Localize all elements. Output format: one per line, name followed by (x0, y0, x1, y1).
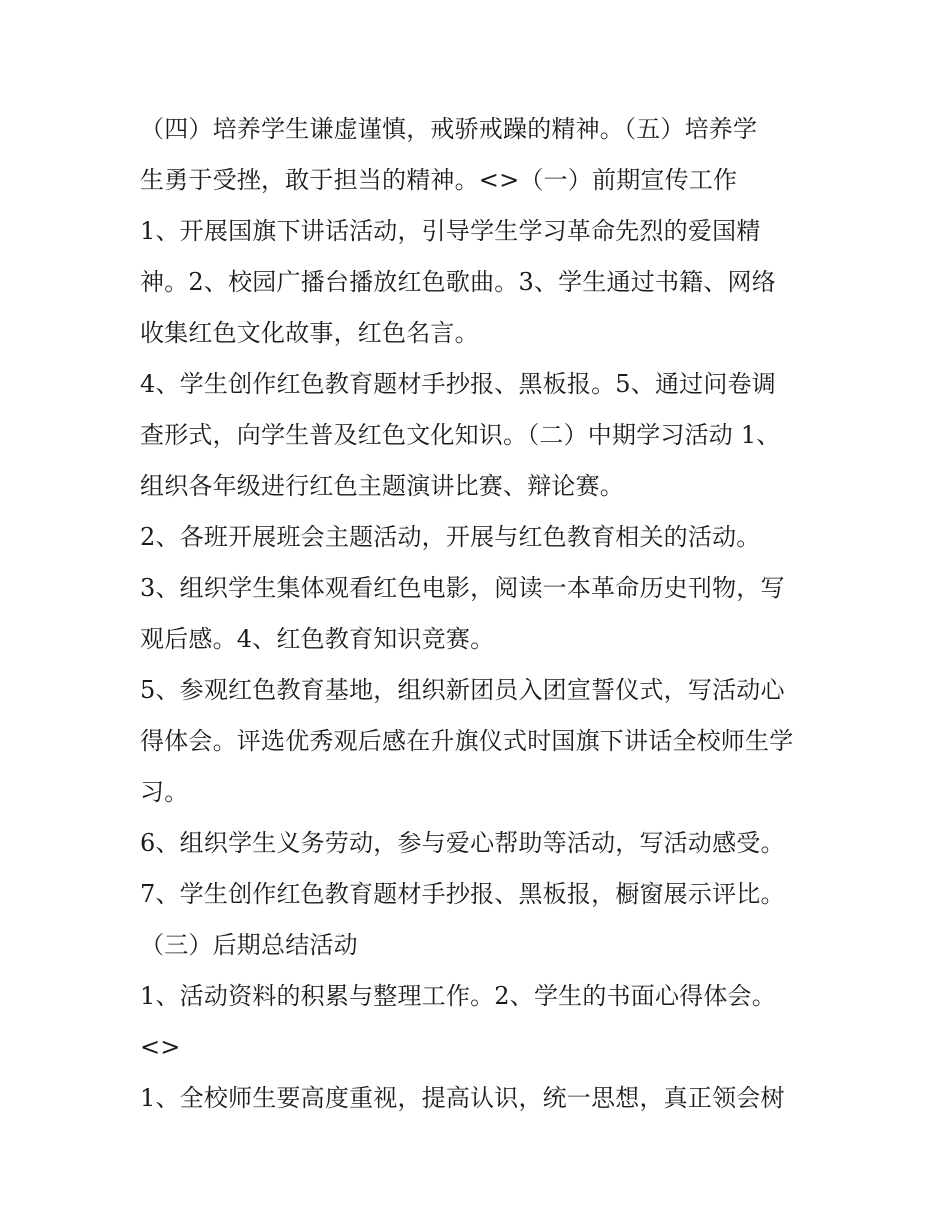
text-line: 1、活动资料的积累与整理工作。2、学生的书面心得体会。 (140, 982, 776, 1010)
text-line: （四）培养学生谦虚谨慎，戒骄戒躁的精神。（五）培养学 (140, 115, 758, 143)
section-heading: （三）后期总结活动 (140, 931, 358, 959)
document-body (140, 104, 830, 1124)
text-line: 生勇于受挫，敢于担当的精神。<>（一）前期宣传工作 (140, 166, 738, 194)
text-line: 查形式，向学生普及红色文化知识。（二）中期学习活动 1、 (140, 421, 781, 449)
text-line: 神。2、校园广播台播放红色歌曲。3、学生通过书籍、网络 (140, 268, 776, 296)
text-line: 1、开展国旗下讲话活动，引导学生学习革命先烈的爱国精 (140, 217, 761, 245)
text-line: 观后感。4、红色教育知识竞赛。 (140, 625, 495, 653)
text-line: 习。 (140, 778, 189, 806)
text-line: 3、组织学生集体观看红色电影，阅读一本革命历史刊物，写 (140, 574, 785, 602)
text-line: 组织各年级进行红色主题演讲比赛、辩论赛。 (140, 472, 624, 500)
text-line: 1、全校师生要高度重视，提高认识，统一思想，真正领会树 (140, 1084, 785, 1112)
text-line: <> (140, 1033, 181, 1061)
text-line: 7、学生创作红色教育题材手抄报、黑板报，橱窗展示评比。 (140, 880, 785, 908)
text-line: 2、各班开展班会主题活动，开展与红色教育相关的活动。 (140, 523, 761, 551)
text-line: 6、组织学生义务劳动，参与爱心帮助等活动，写活动感受。 (140, 829, 785, 857)
text-line: 5、参观红色教育基地，组织新团员入团宣誓仪式，写活动心 (140, 676, 785, 704)
text-line: 4、学生创作红色教育题材手抄报、黑板报。5、通过问卷调 (140, 370, 776, 398)
text-line: 收集红色文化故事，红色名言。 (140, 319, 479, 347)
text-line: 得体会。评选优秀观后感在升旗仪式时国旗下讲话全校师生学 (140, 727, 794, 755)
